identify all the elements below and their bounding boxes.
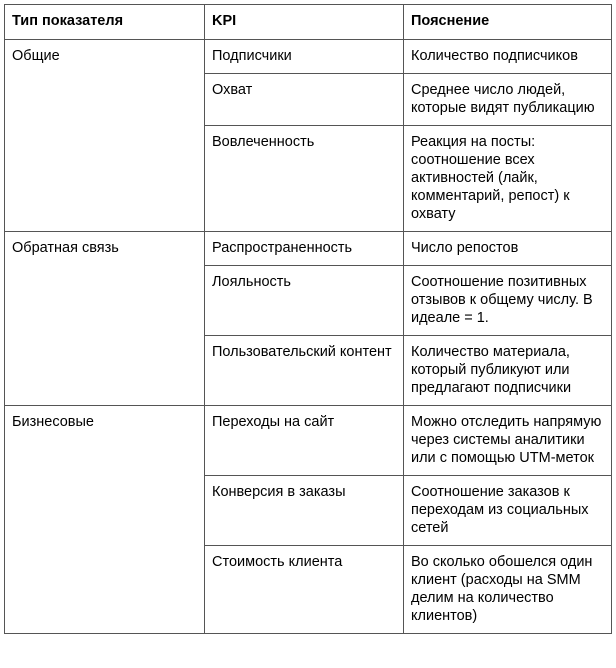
kpi-table (4, 4, 612, 634)
header-row (5, 5, 612, 40)
table-row (5, 232, 612, 266)
explanation-cell: Соотношение позитивных отзывов к общему числу. В идеале = 1. (404, 266, 612, 336)
kpi-cell: Вовлеченность (205, 126, 404, 232)
kpi-cell: Стоимость клиента (205, 546, 404, 634)
kpi-cell: Распространенность (205, 232, 404, 266)
explanation-cell: Соотношение заказов к переходам из социальных сетей (404, 476, 612, 546)
kpi-cell: Конверсия в заказы (205, 476, 404, 546)
explanation-cell: Количество подписчиков (404, 40, 612, 74)
explanation-cell: Во сколько обошелся один клиент (расходы на SMM делим на количество клиентов) (404, 546, 612, 634)
kpi-cell: Пользовательский контент (205, 336, 404, 406)
category-cell: Общие (5, 40, 205, 232)
kpi-cell: Охват (205, 74, 404, 126)
table-row (5, 406, 612, 476)
explanation-cell: Число репостов (404, 232, 612, 266)
explanation-cell: Количество материала, который публикуют или предлагают подписчики (404, 336, 612, 406)
category-cell: Бизнесовые (5, 406, 205, 634)
header-category: Тип показателя (5, 5, 205, 40)
explanation-cell: Можно отследить напрямую через системы аналитики или с помощью UTM-меток (404, 406, 612, 476)
explanation-cell: Реакция на посты: соотношение всех активностей (лайк, комментарий, репост) к охвату (404, 126, 612, 232)
kpi-cell: Подписчики (205, 40, 404, 74)
header-explanation: Пояснение (404, 5, 612, 40)
kpi-cell: Переходы на сайт (205, 406, 404, 476)
table-row (5, 40, 612, 74)
category-cell: Обратная связь (5, 232, 205, 406)
kpi-cell: Лояльность (205, 266, 404, 336)
header-kpi: KPI (205, 5, 404, 40)
explanation-cell: Среднее число людей, которые видят публикацию (404, 74, 612, 126)
